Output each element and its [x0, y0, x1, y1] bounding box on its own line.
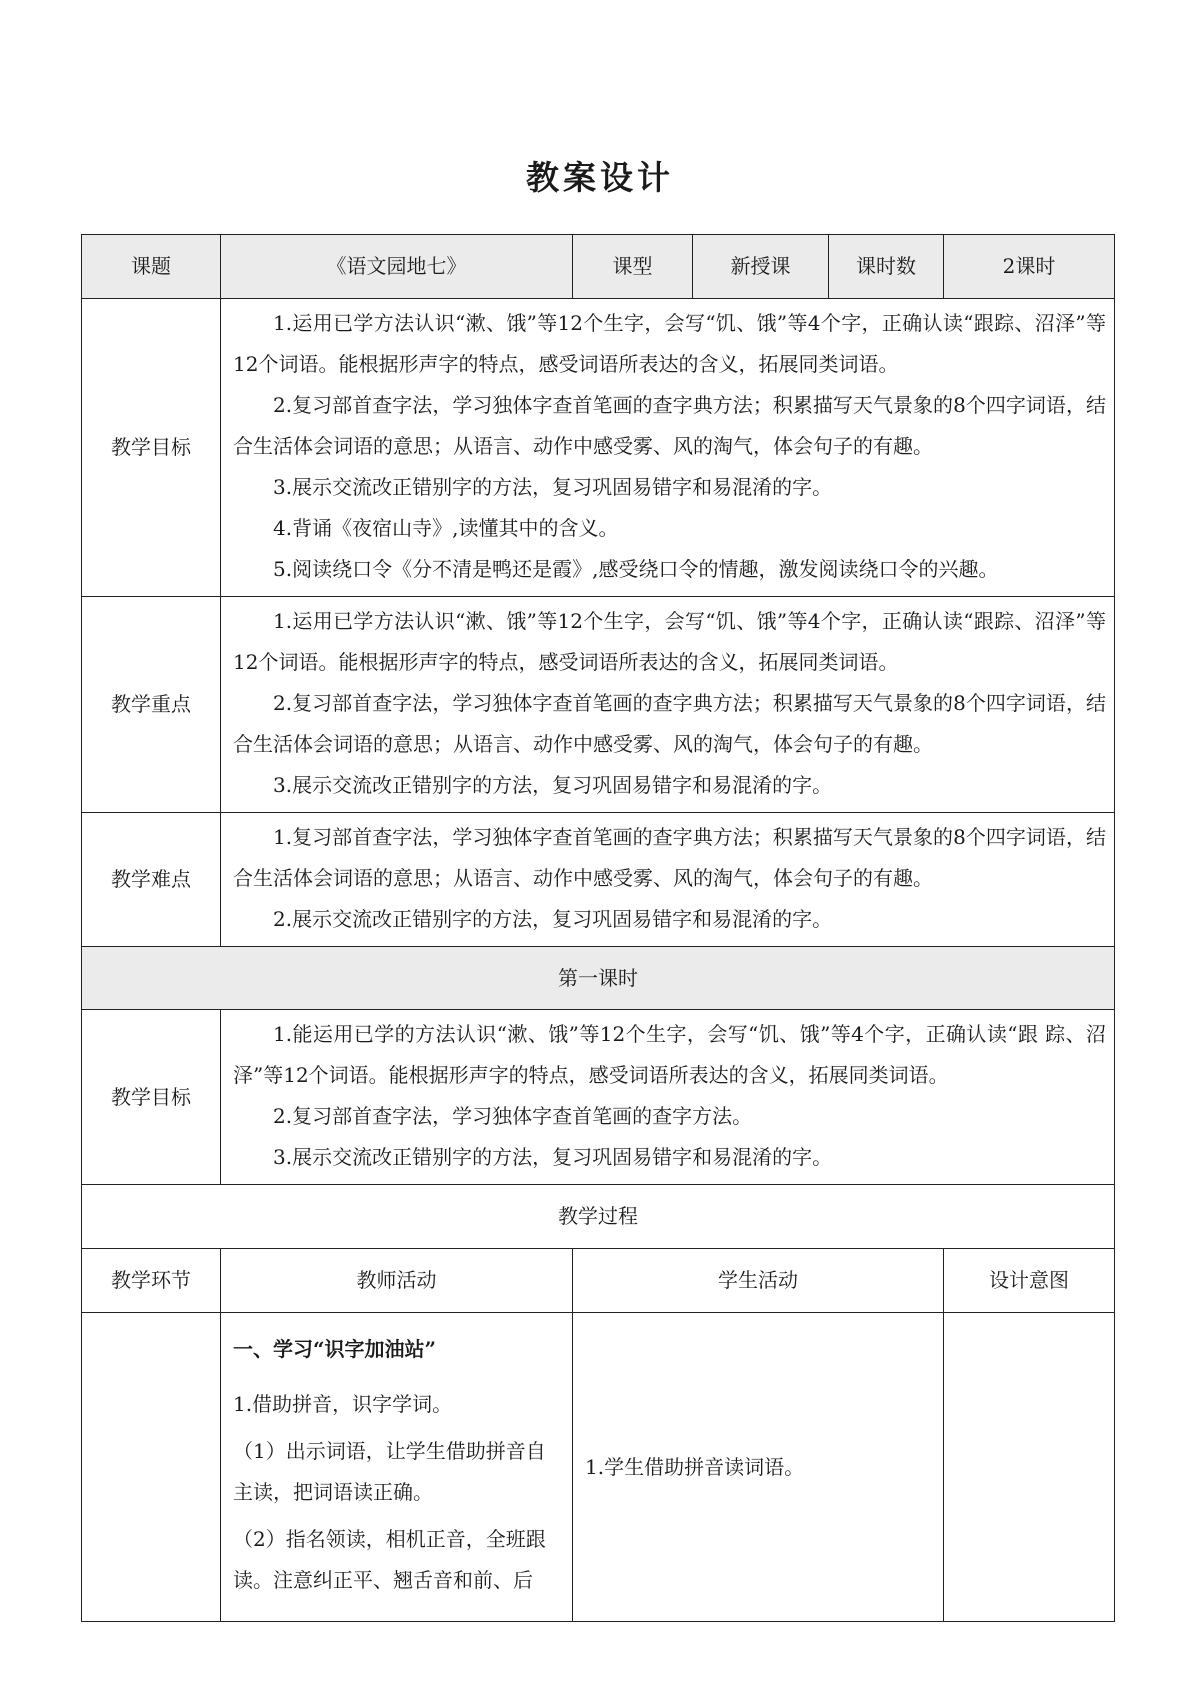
key-points-row — [82, 597, 1115, 813]
objectives-row — [82, 299, 1115, 597]
lesson1-objective-item: 1.能运用已学的方法认识“漱、饿”等12个生字，会写“饥、饿”等4个字，正确认读“跟 踪、沼泽”等12个词语。能根据形声字的特点，感受词语所表达的含义，拓展同类词语。 — [233, 1022, 1106, 1087]
process-row — [82, 1313, 1115, 1622]
teacher-section-title: 一、学习“识字加油站” — [233, 1337, 437, 1361]
type-value: 新授课 — [693, 235, 829, 299]
teacher-line: 1.借助拼音，识字学词。 — [233, 1392, 453, 1416]
key-point-item: 3.展示交流改正错别字的方法，复习巩固易错字和易混淆的字。 — [273, 773, 833, 797]
lesson1-objective-item: 2.复习部首查字法，学习独体字查首笔画的查字方法。 — [273, 1104, 753, 1128]
lesson1-objectives-row — [82, 1010, 1115, 1185]
difficulties-row — [82, 813, 1115, 947]
objective-item: 5.阅读绕口令《分不清是鸭还是霞》,感受绕口令的情趣，激发阅读绕口令的兴趣。 — [273, 557, 999, 581]
lesson1-objective-item: 3.展示交流改正错别字的方法，复习巩固易错字和易混淆的字。 — [273, 1145, 833, 1169]
difficulties-content — [221, 813, 1115, 947]
student-activity: 1.学生借助拼音读词语。 — [573, 1313, 944, 1622]
process-heading: 教学过程 — [82, 1185, 1115, 1249]
col-student: 学生活动 — [573, 1249, 944, 1313]
key-point-item: 1.运用已学方法认识“漱、饿”等12个生字，会写“饥、饿”等4个字，正确认读“跟踪、沼泽”等12个词语。能根据形声字的特点，感受词语所表达的含义，拓展同类词语。 — [233, 609, 1106, 674]
difficulties-label: 教学难点 — [82, 813, 221, 947]
header-row — [82, 235, 1115, 299]
lesson1-objectives-content — [221, 1010, 1115, 1185]
objective-item: 1.运用已学方法认识“漱、饿”等12个生字，会写“饥、饿”等4个字，正确认读“跟踪、沼泽”等12个词语。能根据形声字的特点，感受词语所表达的含义，拓展同类词语。 — [233, 311, 1106, 376]
lesson-plan-table — [81, 234, 1115, 1622]
topic-label: 课题 — [82, 235, 221, 299]
col-stage: 教学环节 — [82, 1249, 221, 1313]
page-title: 教案设计 — [526, 158, 674, 197]
objective-item: 2.复习部首查字法，学习独体字查首笔画的查字典方法；积累描写天气景象的8个四字词语，结合生活体会词语的意思；从语言、动作中感受雾、风的淘气，体会句子的有趣。 — [233, 393, 1106, 458]
objectives-content — [221, 299, 1115, 597]
col-intent: 设计意图 — [944, 1249, 1115, 1313]
objective-item: 3.展示交流改正错别字的方法，复习巩固易错字和易混淆的字。 — [273, 475, 833, 499]
stage-cell — [82, 1313, 221, 1622]
key-points-label: 教学重点 — [82, 597, 221, 813]
col-teacher: 教师活动 — [221, 1249, 573, 1313]
process-columns-row — [82, 1249, 1115, 1313]
difficulty-item: 1.复习部首查字法，学习独体字查首笔画的查字典方法；积累描写天气景象的8个四字词语，结合生活体会词语的意思；从语言、动作中感受雾、风的淘气，体会句子的有趣。 — [233, 825, 1106, 890]
objective-item: 4.背诵《夜宿山寺》,读懂其中的含义。 — [273, 516, 619, 540]
type-label: 课型 — [573, 235, 693, 299]
hours-value: 2课时 — [944, 235, 1115, 299]
hours-label: 课时数 — [829, 235, 944, 299]
lesson1-objectives-label: 教学目标 — [82, 1010, 221, 1185]
objectives-label: 教学目标 — [82, 299, 221, 597]
teacher-activity — [221, 1313, 573, 1622]
intent-cell — [944, 1313, 1115, 1622]
key-point-item: 2.复习部首查字法，学习独体字查首笔画的查字典方法；积累描写天气景象的8个四字词语，结合生活体会词语的意思；从语言、动作中感受雾、风的淘气，体会句子的有趣。 — [233, 691, 1106, 756]
lesson1-heading-row — [82, 947, 1115, 1010]
teacher-line: （1）出示词语，让学生借助拼音自主读，把词语读正确。 — [233, 1439, 546, 1504]
difficulty-item: 2.展示交流改正错别字的方法，复习巩固易错字和易混淆的字。 — [273, 907, 833, 931]
key-points-content — [221, 597, 1115, 813]
topic-value: 《语文园地七》 — [221, 235, 573, 299]
teacher-line: （2）指名领读，相机正音，全班跟读。注意纠正平、翘舌音和前、后 — [233, 1527, 546, 1592]
process-heading-row — [82, 1185, 1115, 1249]
lesson1-heading: 第一课时 — [82, 947, 1115, 1010]
